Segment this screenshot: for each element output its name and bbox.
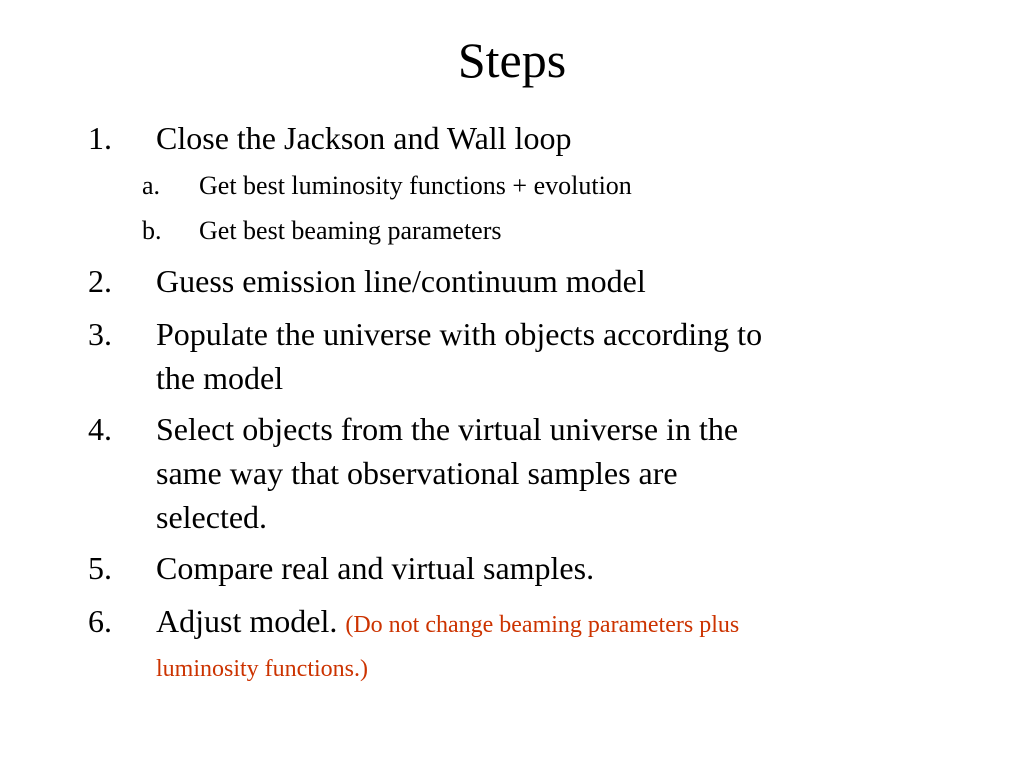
item-text-line: same way that observational samples are <box>156 455 678 491</box>
item-text: Guess emission line/continuum model <box>156 263 646 299</box>
subitem-text: Get best beaming parameters <box>199 216 502 245</box>
item-text: Compare real and virtual samples. <box>156 550 595 586</box>
item-number: 5. <box>88 550 112 586</box>
item-number: 3. <box>88 316 112 352</box>
subitem-text: Get best luminosity functions + evolution <box>199 171 632 200</box>
item-number: 2. <box>88 263 112 299</box>
item-text <box>156 599 936 687</box>
item-text-main: Adjust model. <box>156 603 338 639</box>
item-text <box>156 407 936 539</box>
item-text-line: Populate the universe with objects according to <box>156 316 763 352</box>
item-note: (Do not change beaming parameters plus <box>345 612 740 638</box>
item-text: Close the Jackson and Wall loop <box>156 120 572 156</box>
item-text <box>156 312 936 400</box>
slide-title: Steps <box>457 32 567 88</box>
subitem-letter: a. <box>142 171 161 200</box>
item-number: 4. <box>88 411 112 447</box>
item-text-line: selected. <box>156 499 268 535</box>
item-number: 6. <box>88 603 112 639</box>
subitem-letter: b. <box>142 216 162 245</box>
item-text-line: the model <box>156 360 284 396</box>
item-text-line: Select objects from the virtual universe in the <box>156 411 739 447</box>
item-number: 1. <box>88 120 112 156</box>
item-note: luminosity functions.) <box>156 656 368 682</box>
